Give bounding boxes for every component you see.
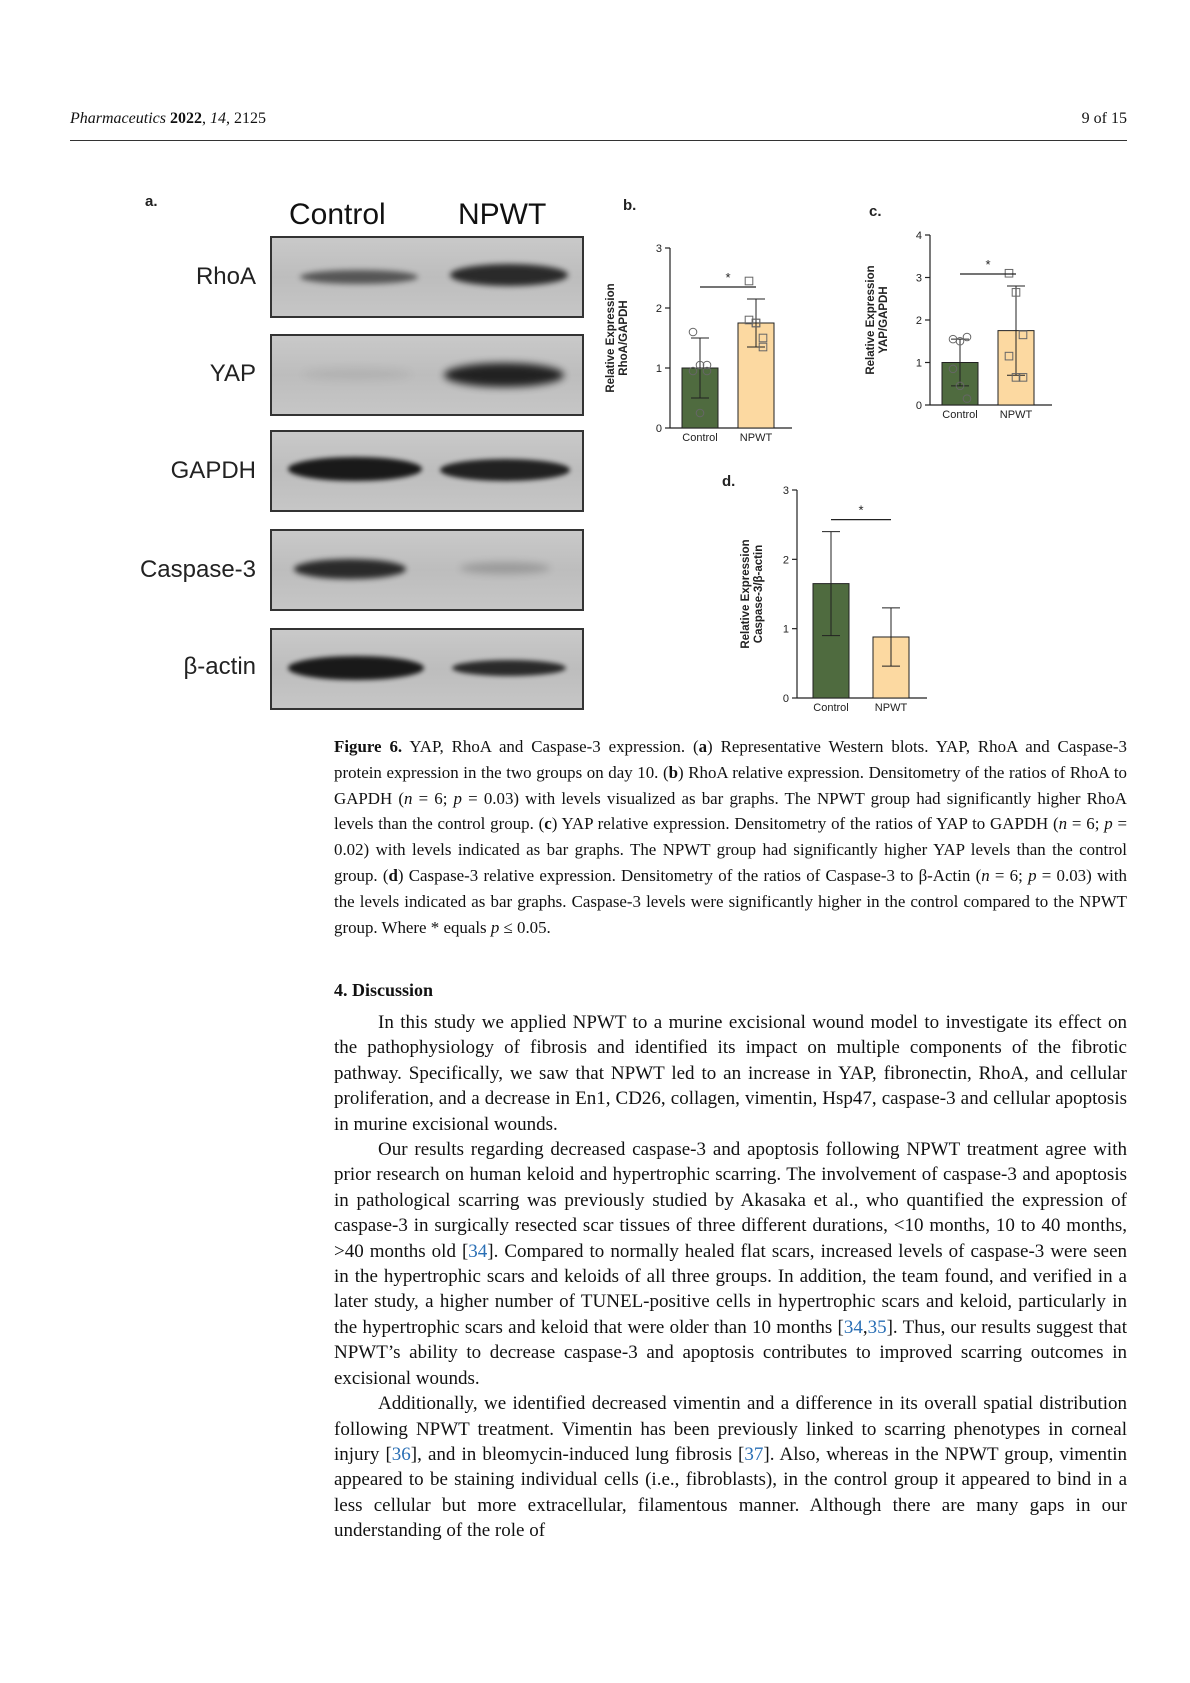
x-tick-label: Control [813, 702, 849, 714]
band-gapdh-npwt [440, 459, 570, 481]
blot-label-yap: YAP [209, 360, 256, 387]
panel-d-letter: d. [722, 473, 736, 490]
y-axis-label: YAP/GAPDH [878, 286, 890, 354]
blot-label-gapdh: GAPDH [170, 457, 256, 484]
significance-star: * [985, 257, 991, 272]
blot-column-control: Control [289, 198, 386, 231]
y-axis-label: Relative Expression [740, 539, 752, 649]
band-caspase3-npwt [460, 562, 550, 574]
blot-gapdh [270, 430, 584, 512]
y-tick-label: 4 [915, 230, 922, 242]
y-tick-label: 2 [782, 554, 789, 567]
y-tick-label: 3 [655, 243, 662, 255]
section-body [334, 1010, 1127, 1544]
y-tick-label: 2 [915, 315, 922, 327]
band-beta-actin-npwt [452, 660, 566, 676]
x-tick-label: NPWT [739, 432, 773, 444]
blot-label-beta-actin: β-actin [183, 653, 256, 680]
paragraph: Our results regarding decreased caspase-3 and apoptosis following NPWT treatment agree with prior research on human keloid and hypertrophic scarring. The involvement of caspase-3 and apoptosis in pathological scarring was previously studied by Akasaka et al., who quantified the expression of caspase-3 in surgically resected scar tissues of three different durations, <10 months, 10 to 40 months, >40 months old [34]. Compared to normally healed flat scars, increased levels of caspase-3 were seen in the hypertrophic scars and keloids of all three groups. In addition, the team found, and verified in a later study, a higher number of TUNEL-positive cells in hypertrophic scars and keloid, particularly in the hypertrophic scars and keloid that were older than 10 months [34,35]. Thus, our results suggest that NPWT’s ability to decrease caspase-3 and apoptosis contributes to improved scarring outcomes in excisional wounds. [334, 1139, 1127, 1389]
data-point-npwt [1005, 269, 1013, 277]
section-title: 4. Discussion [334, 980, 434, 1000]
band-yap-npwt [444, 363, 564, 387]
band-beta-actin-control [288, 656, 424, 680]
journal-volume: 14 [209, 110, 226, 127]
page-number: 9 of 15 [1081, 110, 1127, 127]
blot-label-rhoa: RhoA [195, 263, 256, 290]
y-tick-label: 0 [655, 423, 662, 435]
y-axis-label: Relative Expression [865, 265, 877, 375]
band-rhoa-npwt [450, 264, 568, 286]
band-rhoa-control [300, 270, 418, 284]
article-number: 2125 [233, 110, 266, 127]
blot-rhoa [270, 236, 584, 318]
x-tick-label: Control [682, 432, 718, 444]
band-yap-control [302, 369, 412, 379]
band-caspase3-control [294, 559, 406, 579]
y-axis-label: Caspase-3/β-actin [753, 544, 765, 644]
blot-yap [270, 334, 584, 416]
blot-beta-actin [270, 628, 584, 710]
paragraph: In this study we applied NPWT to a murine excisional wound model to investigate its effect on the pathophysiology of fibrosis and identified its impact on multiple components of the fibrotic pathway. Specifically, we saw that NPWT led to an increase in YAP, fibronectin, RhoA, and cellular proliferation, and a decrease in En1, CD26, collagen, vimentin, Hsp47, caspase-3 and cellular apoptosis in murine excisional wounds. [334, 1012, 1127, 1135]
journal-citation: Pharmaceutics 2022, 14, 2125 [70, 110, 266, 127]
y-tick-label: 3 [782, 485, 789, 497]
chart-c [860, 225, 1080, 455]
blot-caspase3 [270, 529, 584, 611]
journal-name: Pharmaceutics [70, 110, 166, 127]
y-tick-label: 1 [782, 623, 789, 636]
significance-star: * [725, 270, 731, 285]
y-tick-label: 1 [655, 363, 662, 375]
y-axis-label: RhoA/GAPDH [618, 300, 630, 376]
chart-d [735, 478, 955, 718]
panel-a-letter: a. [145, 193, 158, 210]
figure-caption [334, 734, 1127, 940]
significance-star: * [858, 502, 864, 518]
band-gapdh-control [288, 457, 422, 481]
y-tick-label: 3 [915, 272, 922, 285]
blot-label-caspase3: Caspase-3 [139, 556, 256, 583]
paragraph: Additionally, we identified decreased vimentin and a difference in its overall spatial distribution following NPWT treatment. Vimentin has been previously linked to scarring phenotypes in corneal injury [36], and in bleomycin-induced lung fibrosis [37]. Also, whereas in the NPWT group, vimentin appeared to be staining individual cells (i.e., fibroblasts), in the control group it appeared to bind in a less cellular but more extracellular, filamentous manner. Although there are many gaps in our understanding of the role of [334, 1393, 1127, 1542]
y-tick-label: 0 [915, 400, 922, 412]
panel-b-letter: b. [623, 197, 637, 214]
data-point-control [963, 333, 971, 341]
figure-6 [0, 0, 1190, 720]
chart-b [600, 230, 820, 470]
figure-caption-label: Figure 6. [334, 737, 403, 756]
x-tick-label: Control [942, 409, 978, 421]
figure-caption-text: YAP, RhoA and Caspase-3 expression. (a) Representative Western blots. YAP, RhoA and Caspase-3 protein expression in the two groups on day 10. (b) RhoA relative expression. Densitometry of the ratios of RhoA to GAPDH (n = 6; p = 0.03) with levels visualized as bar graphs. The NPWT group had significantly higher RhoA levels than the control group. (c) YAP relative expression. Densitometry of the ratios of YAP to GAPDH (n = 6; p = 0.02) with levels indicated as bar graphs. The NPWT group had significantly higher YAP levels than the control group. (d) Caspase-3 relative expression. Densitometry of the ratios of Caspase-3 to β-Actin (n = 6; p = 0.03) with the levels indicated as bar graphs. Caspase-3 levels were significantly higher in the control compared to the NPWT group. Where * equals p ≤ 0.05. [334, 737, 1128, 937]
data-point-npwt [745, 277, 753, 285]
y-tick-label: 2 [655, 303, 662, 315]
panel-c-letter: c. [869, 203, 882, 220]
x-tick-label: NPWT [999, 409, 1033, 421]
data-point-control [689, 328, 697, 336]
y-tick-label: 1 [915, 357, 922, 370]
y-axis-label: Relative Expression [605, 283, 617, 393]
y-tick-label: 0 [782, 693, 789, 705]
blot-column-npwt: NPWT [458, 198, 547, 231]
journal-year: 2022 [169, 110, 202, 127]
x-tick-label: NPWT [874, 702, 908, 714]
